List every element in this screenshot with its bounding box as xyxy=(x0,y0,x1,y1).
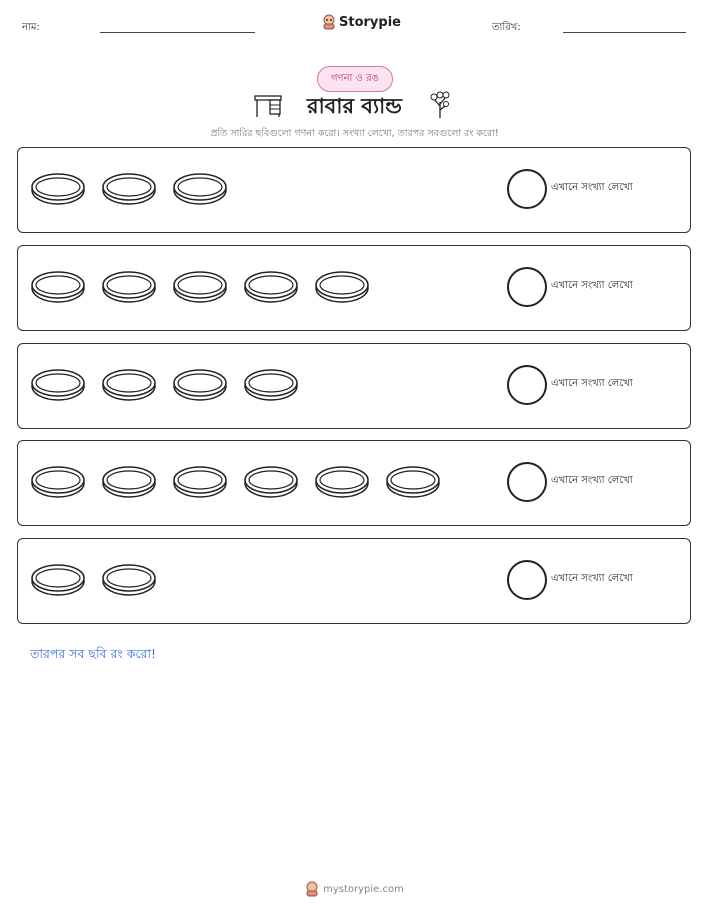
brand-name: Storypie xyxy=(339,14,401,30)
rubber-band-icon xyxy=(172,368,228,406)
instructions: প্রতি সারির ছবিগুলো গণনা করো। সংখ্যা লেখো, তারপর সবগুলো রং করো! xyxy=(210,128,499,139)
answer-circle[interactable] xyxy=(507,169,547,209)
footer xyxy=(0,881,709,897)
counting-row xyxy=(17,147,691,233)
write-number-hint: এখানে সংখ্যা লেখো xyxy=(551,573,633,584)
page-title: রাবার ব্যান্ড xyxy=(307,94,402,118)
answer-circle[interactable] xyxy=(507,267,547,307)
rubber-band-icon xyxy=(101,563,157,601)
rubber-band-icon xyxy=(101,368,157,406)
footer-url: mystorypie.com xyxy=(323,883,404,895)
rubber-band-icon xyxy=(314,270,370,308)
write-number-hint: এখানে সংখ্যা লেখো xyxy=(551,182,633,193)
final-note: তারপর সব ছবি রং করো! xyxy=(30,646,156,661)
counting-row xyxy=(17,343,691,429)
rubber-band-icon xyxy=(30,368,86,406)
counting-row xyxy=(17,245,691,331)
rubber-band-icon xyxy=(385,465,441,503)
date-label: তারিখ: xyxy=(492,22,521,33)
counting-row xyxy=(17,440,691,526)
write-number-hint: এখানে সংখ্যা লেখো xyxy=(551,378,633,389)
rubber-band-icon xyxy=(30,172,86,210)
counting-row xyxy=(17,538,691,624)
rubber-band-icon xyxy=(30,270,86,308)
rubber-band-icon xyxy=(243,465,299,503)
rubber-band-icon xyxy=(243,368,299,406)
answer-circle[interactable] xyxy=(507,560,547,600)
rubber-band-icon xyxy=(101,270,157,308)
footer-mascot-icon xyxy=(305,881,319,897)
rubber-band-icon xyxy=(314,465,370,503)
name-label: নাম: xyxy=(22,22,40,33)
tree-icon xyxy=(428,90,452,120)
rubber-band-icon xyxy=(172,172,228,210)
category-badge: গণনা ও রঙ xyxy=(317,66,393,92)
answer-circle[interactable] xyxy=(507,462,547,502)
brand-logo xyxy=(322,14,401,30)
answer-circle[interactable] xyxy=(507,365,547,405)
rubber-band-icon xyxy=(101,465,157,503)
date-line[interactable] xyxy=(563,32,686,33)
rubber-band-icon xyxy=(172,465,228,503)
rubber-band-icon xyxy=(101,172,157,210)
rubber-band-icon xyxy=(30,465,86,503)
rubber-band-icon xyxy=(243,270,299,308)
rubber-band-icon xyxy=(30,563,86,601)
write-number-hint: এখানে সংখ্যা লেখো xyxy=(551,280,633,291)
name-line[interactable] xyxy=(100,32,255,33)
rubber-band-icon xyxy=(172,270,228,308)
storypie-mascot-icon xyxy=(322,14,336,30)
write-number-hint: এখানে সংখ্যা লেখো xyxy=(551,475,633,486)
